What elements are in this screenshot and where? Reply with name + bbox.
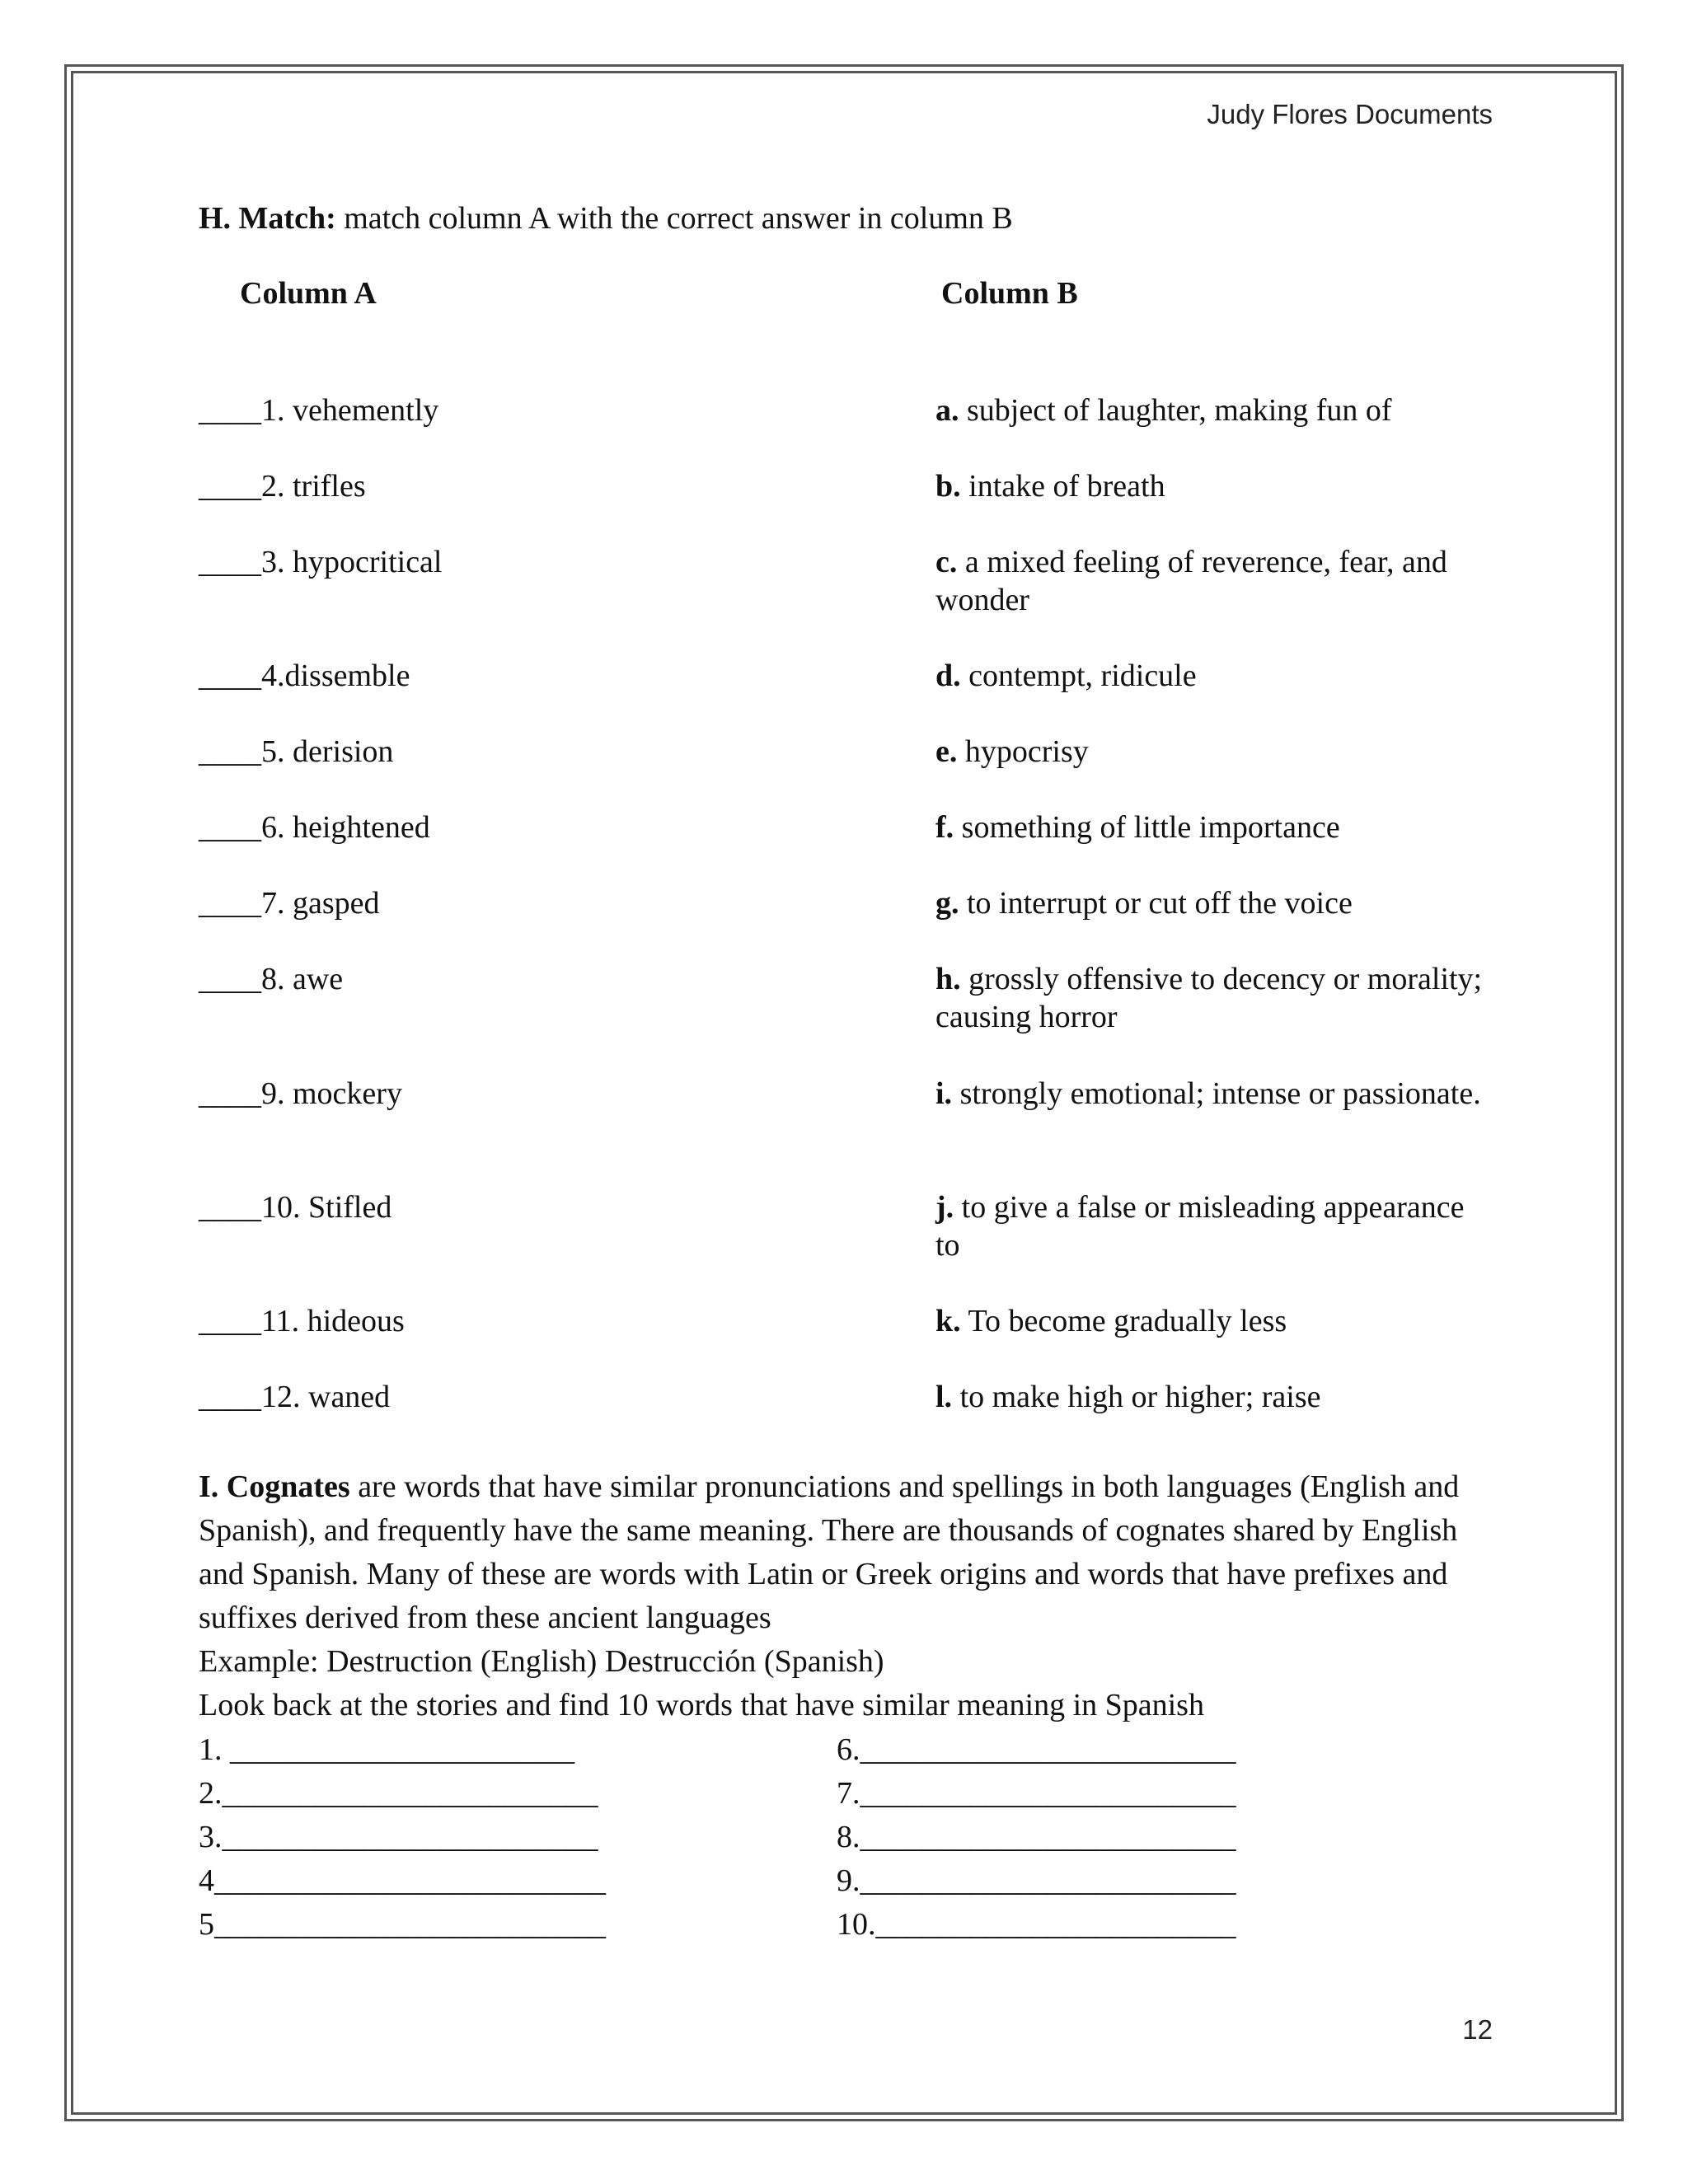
column-b-item <box>935 543 1496 619</box>
column-a-heading: Column A <box>240 276 377 311</box>
answer-blank[interactable]: 10._______________________ <box>837 1907 1236 1942</box>
column-b-letter: f. <box>935 810 954 845</box>
column-b-definition: to interrupt or cut off the voice <box>959 886 1353 921</box>
column-b-item <box>935 1075 1496 1113</box>
column-b-definition: strongly emotional; intense or passionate. <box>952 1076 1481 1111</box>
column-a-item: ____2. trifles <box>199 469 366 504</box>
section-i-example: Example: Destruction (English) Destrucción (Spanish) <box>199 1644 884 1679</box>
column-b-heading: Column B <box>941 276 1078 311</box>
column-b-definition: something of little importance <box>954 810 1340 845</box>
column-b-letter: b. <box>935 469 961 504</box>
column-b-item <box>935 1302 1496 1340</box>
column-b-letter: a. <box>935 393 959 428</box>
column-b-item <box>935 884 1496 922</box>
column-b-item <box>935 467 1496 505</box>
column-a-item: ____3. hypocritical <box>199 545 443 579</box>
column-a-item: ____4.dissemble <box>199 658 410 693</box>
column-b-definition: contempt, ridicule <box>960 658 1197 693</box>
column-a-item: ____5. derision <box>199 734 394 769</box>
column-a-item: ____8. awe <box>199 962 344 996</box>
answer-blank[interactable]: 6.________________________ <box>837 1732 1236 1767</box>
column-a-item: ____6. heightened <box>199 810 430 845</box>
column-b-letter: i. <box>935 1076 953 1111</box>
column-b-letter: k. <box>935 1304 961 1338</box>
column-a-item: ____10. Stifled <box>199 1190 392 1225</box>
section-i-cognates <box>199 1465 1501 1727</box>
header-author: Judy Flores Documents <box>1207 99 1493 129</box>
column-a-item: ____1. vehemently <box>199 393 439 428</box>
column-b-definition: a mixed feeling of reverence, fear, and wonder <box>935 545 1447 617</box>
answer-blank[interactable]: 4_________________________ <box>199 1863 606 1898</box>
section-h-instruction: match column A with the correct answer in column B <box>335 201 1013 236</box>
column-b-letter: h. <box>935 962 961 996</box>
column-b-definition: hypocrisy <box>957 734 1089 769</box>
column-b-definition: to give a false or misleading appearance to <box>935 1190 1465 1263</box>
column-b-item <box>935 960 1496 1036</box>
column-b-item <box>935 733 1496 771</box>
section-h-heading <box>199 200 1013 237</box>
column-b-item <box>935 1378 1496 1416</box>
column-b-item <box>935 808 1496 846</box>
answer-blank[interactable]: 2.________________________ <box>199 1776 598 1811</box>
column-b-definition: grossly offensive to decency or morality; causing horror <box>935 962 1483 1034</box>
answer-blank[interactable]: 5_________________________ <box>199 1907 606 1942</box>
column-b-letter: g. <box>935 886 959 921</box>
column-a-item: ____11. hideous <box>199 1304 405 1338</box>
column-a-item: ____9. mockery <box>199 1076 402 1111</box>
column-b-definition: To become gradually less <box>960 1304 1287 1338</box>
answer-blank[interactable]: 9.________________________ <box>837 1863 1236 1898</box>
section-h-label: H. Match: <box>199 201 336 236</box>
answer-blank[interactable]: 8.________________________ <box>837 1820 1236 1854</box>
column-b-letter: c. <box>935 545 958 579</box>
column-b-letter: e. <box>935 734 958 769</box>
section-i-task: Look back at the stories and find 10 words that have similar meaning in Spanish <box>199 1688 1204 1722</box>
answer-blank[interactable]: 3.________________________ <box>199 1820 598 1854</box>
column-b-letter: d. <box>935 658 961 693</box>
column-a-item: ____7. gasped <box>199 886 380 921</box>
column-b-item <box>935 1188 1496 1264</box>
column-b-item <box>935 391 1496 429</box>
page-number: 12 <box>1462 2014 1493 2045</box>
answer-blank[interactable]: 7.________________________ <box>837 1776 1236 1811</box>
answer-blank[interactable]: 1. ______________________ <box>199 1732 574 1767</box>
column-b-letter: j. <box>935 1190 954 1225</box>
column-b-definition: subject of laughter, making fun of <box>959 393 1392 428</box>
column-b-letter: l. <box>935 1380 953 1414</box>
section-i-label: I. Cognates <box>199 1469 350 1504</box>
column-b-definition: to make high or higher; raise <box>952 1380 1321 1414</box>
column-a-item: ____12. waned <box>199 1380 391 1414</box>
column-b-definition: intake of breath <box>960 469 1165 504</box>
section-i-intro: are words that have similar pronunciations and spellings in both languages (English and Spanish), and frequently have the same meaning. There are thousands of cognates shared by English and Spanish. Many of these are words with Latin or Greek origins and words that have prefixes and suffixes derived from these ancient languages <box>199 1469 1460 1635</box>
column-b-item <box>935 657 1496 695</box>
section-i-intro-paragraph <box>199 1465 1501 1640</box>
